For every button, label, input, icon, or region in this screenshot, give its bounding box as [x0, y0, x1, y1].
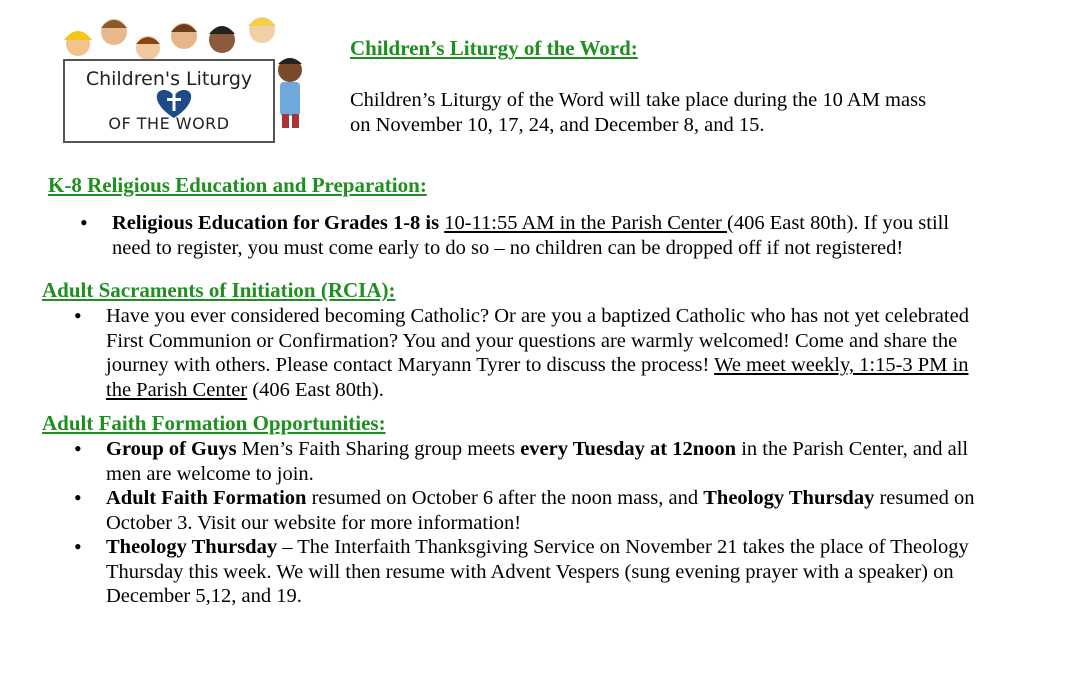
item-text: – The Interfaith Thanksgiving Service on November 21 takes the place of Theology	[277, 536, 969, 558]
rcia-meeting-location: the Parish Center	[106, 378, 248, 401]
bullet: •	[74, 534, 82, 559]
item-text: in the Parish Center, and all	[736, 438, 969, 460]
rcia-list	[74, 303, 1056, 402]
item-line3: December 5,12, and 19.	[106, 585, 302, 607]
bullet: •	[74, 485, 82, 510]
k8-line2: need to register, you must come early to do so – no children can be dropped off if not registered!	[112, 236, 904, 259]
item-text: resumed on October 6 after the noon mass, and	[306, 487, 704, 509]
logo-text-line1: Children's Liturgy	[85, 68, 253, 90]
adult-faith-list	[74, 436, 1056, 609]
k8-heading: K-8 Religious Education and Preparation:	[48, 173, 427, 197]
rcia-heading: Adult Sacraments of Initiation (RCIA):	[42, 278, 396, 302]
item-line2: Thursday this week. We will then resume with Advent Vespers (sung evening prayer with a speaker) on	[106, 560, 954, 583]
item-line2: men are welcome to join.	[106, 462, 314, 485]
item-bold: Theology Thursday	[703, 487, 875, 509]
rcia-line1: Have you ever considered becoming Catholic? Or are you a baptized Catholic who has not yet celebrated	[106, 305, 969, 327]
item-bold: Adult Faith Formation	[106, 487, 307, 509]
item-bold: every Tuesday at 12noon	[520, 438, 737, 460]
bullet: •	[74, 303, 82, 328]
item-bold: Group of Guys	[106, 438, 237, 460]
rcia-address: (406 East 80th).	[247, 378, 384, 401]
list-item	[74, 485, 1056, 535]
childrens-liturgy-line2: on November 10, 17, 24, and December 8, and 15.	[350, 113, 765, 136]
bullet: •	[80, 210, 88, 235]
k8-time-location: 10-11:55 AM in the Parish Center	[444, 212, 727, 234]
list-item	[74, 534, 1056, 609]
logo-text-line2: OF THE WORD	[108, 114, 230, 133]
rcia-line2: First Communion or Confirmation? You and your questions are warmly welcomed! Come and share the	[106, 329, 958, 352]
childrens-liturgy-logo	[56, 10, 308, 148]
adult-faith-heading: Adult Faith Formation Opportunities:	[42, 411, 386, 435]
list-item	[80, 210, 1052, 260]
rcia-meeting-time: We meet weekly, 1:15-3 PM in	[714, 354, 969, 376]
k8-address: (406 East 80th). If you still	[727, 212, 950, 234]
list-item	[74, 436, 1056, 486]
childrens-liturgy-text	[350, 88, 926, 137]
item-line2: October 3. Visit our website for more information!	[106, 511, 522, 534]
item-bold: Theology Thursday	[106, 536, 278, 558]
item-text: Men’s Faith Sharing group meets	[236, 438, 521, 460]
bullet: •	[74, 436, 82, 461]
childrens-liturgy-heading: Children’s Liturgy of the Word:	[350, 36, 638, 60]
rcia-line3: journey with others. Please contact Maryann Tyrer to discuss the process!	[106, 354, 715, 376]
k8-list	[80, 210, 1052, 260]
list-item	[74, 303, 1056, 402]
k8-bold: Religious Education for Grades 1-8 is	[112, 212, 440, 234]
item-text: resumed on	[874, 487, 975, 509]
childrens-liturgy-line1: Children’s Liturgy of the Word will take place during the 10 AM mass	[350, 89, 927, 111]
